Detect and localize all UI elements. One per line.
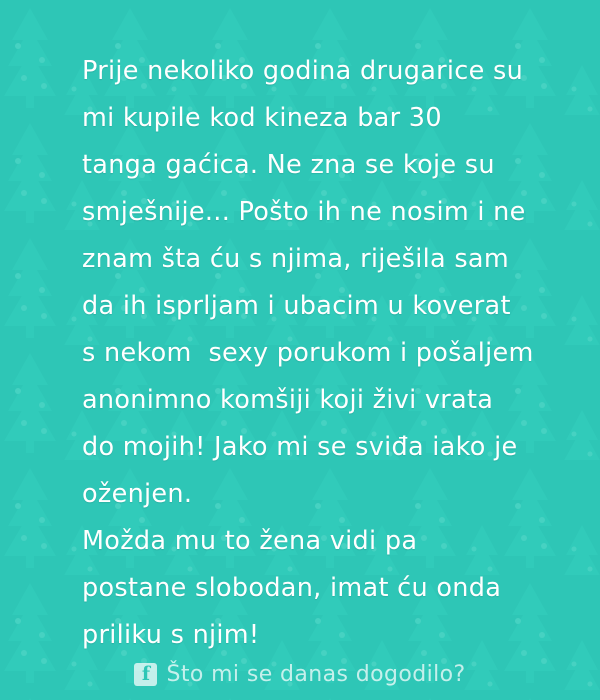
story-line: postane slobodan, imat ću onda	[82, 573, 502, 603]
story-line: anonimno komšiji koji živi vrata	[82, 385, 494, 415]
watermark	[0, 654, 600, 694]
story-text-block	[60, 30, 560, 650]
watermark-label: Što mi se danas dogodilo?	[166, 661, 466, 687]
story-line: Možda mu to žena vidi pa	[82, 526, 418, 556]
story-line: tanga gaćica. Ne zna se koje su	[82, 150, 495, 180]
story-line: oženjen.	[82, 479, 193, 509]
story-line: do mojih! Jako mi se sviđa iako je	[82, 432, 518, 462]
story-line: da ih isprljam i ubacim u koverat	[82, 291, 511, 321]
story-line: Prije nekoliko godina drugarice su	[82, 56, 524, 86]
story-line: znam šta ću s njima, riješila sam	[82, 244, 510, 274]
story-line: smješnije... Pošto ih ne nosim i ne	[82, 197, 526, 227]
story-line: mi kupile kod kineza bar 30	[82, 103, 442, 133]
story-line: s nekom sexy porukom i pošaljem	[82, 338, 534, 368]
facebook-icon: f	[134, 663, 157, 686]
story-line: priliku s njim!	[82, 620, 260, 650]
